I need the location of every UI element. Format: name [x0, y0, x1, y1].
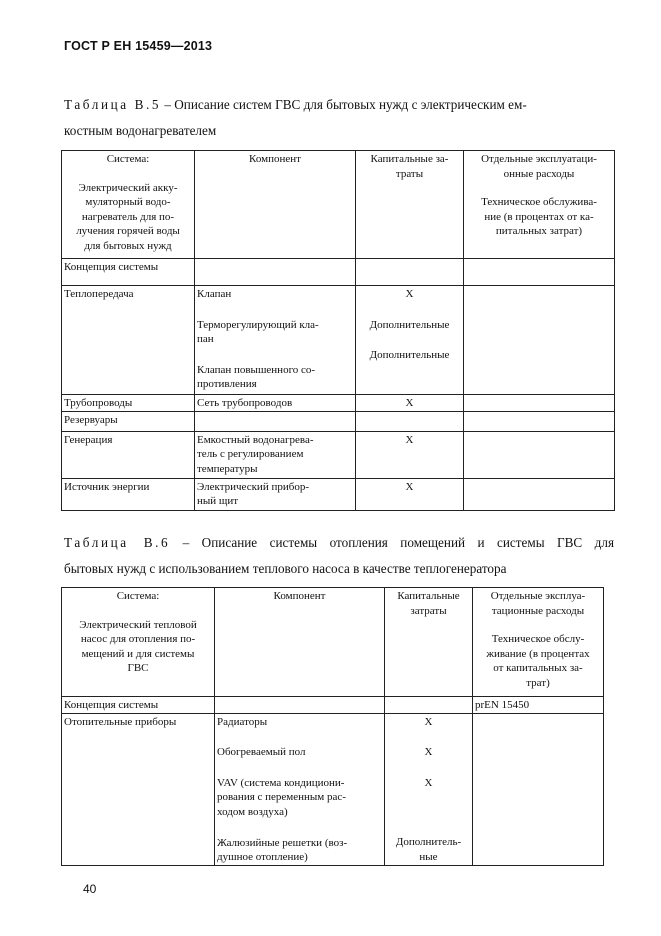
header-component-cell: Компонент — [195, 151, 356, 259]
table-row — [62, 411, 615, 431]
cell-panel: Электрический прибор- ный щит — [195, 478, 356, 510]
cell-gen-component: Емкостный водонагрева- тель с регулированием температуры — [195, 431, 356, 478]
header-operating-cell: Отдельные эксплуатаци- онные расходы Техническое обслужива- ние (в процентах от ка- питальных затрат) — [464, 151, 615, 259]
cell-heat-components: Клапан Терморегулирующий кла- пан Клапан повышенного со- противления — [195, 286, 356, 395]
table-row — [62, 395, 615, 412]
table-b6-caption — [64, 530, 614, 582]
page-number: 40 — [83, 882, 97, 896]
table-row — [62, 588, 604, 697]
cell-pipe-net: Сеть трубопроводов — [195, 395, 356, 412]
cell-pipes: Трубопроводы — [62, 395, 195, 412]
table-row — [62, 259, 615, 286]
cell-concept-op: prEN 15450 — [473, 697, 604, 714]
cell-heaters: Отопительные приборы — [62, 713, 215, 865]
cell-heater-components: Радиаторы Обогреваемый пол VAV (система кондициони- рования с переменным рас- ходом воздуха) Жалюзийные решетки (воз- душное отопление) — [215, 713, 385, 865]
table-b5 — [61, 150, 615, 511]
table-b6-caption-line2: бытовых нужд с использованием теплового насоса в качестве теплогенератора — [64, 561, 507, 576]
header-capital-cell: Капитальные за- траты — [356, 151, 464, 259]
header-capital-cell: Капитальные затраты — [385, 588, 473, 697]
table-row — [62, 286, 615, 395]
cell-tanks: Резервуары — [62, 411, 195, 431]
table-b5-label: Таблица В.5 — [64, 97, 162, 112]
table-b6-caption-line1: – Описание системы отопления помещений и системы ГВС для — [170, 535, 615, 550]
cell-concept: Концепция системы — [62, 259, 195, 286]
cell-pipe-mark: X — [356, 395, 464, 412]
table-row — [62, 431, 615, 478]
cell-generation: Генерация — [62, 431, 195, 478]
cell-energy: Источник энергии — [62, 478, 195, 510]
table-b6-label: Таблица В.6 — [64, 535, 171, 550]
table-b5-caption-line2: костным водонагревателем — [64, 123, 217, 138]
header-system-cell: Система: Электрический тепловой насос для отопления по- мещений и для системы ГВС — [62, 588, 215, 697]
table-b5-caption — [64, 92, 610, 144]
document-header: ГОСТ Р ЕН 15459—2013 — [64, 39, 213, 53]
cell-panel-mark: X — [356, 478, 464, 510]
table-row — [62, 151, 615, 259]
table-row — [62, 713, 604, 865]
header-system-cell: Система: Электрический акку- муляторный водо- нагреватель для по- лучения горячей воды для бытовых нужд — [62, 151, 195, 259]
cell-gen-mark: X — [356, 431, 464, 478]
cell-heat-transfer: Теплопередача — [62, 286, 195, 395]
table-b6 — [61, 587, 604, 866]
header-component-cell: Компонент — [215, 588, 385, 697]
header-operating-cell: Отдельные эксплуа- тационные расходы Техническое обслу- живание (в процентах от капитальных за- трат) — [473, 588, 604, 697]
cell-concept: Концепция системы — [62, 697, 215, 714]
cell-heater-capital: X X X Дополнитель- ные — [385, 713, 473, 865]
table-b5-caption-line1: – Описание систем ГВС для бытовых нужд с электрическим ем- — [161, 97, 527, 112]
table-row — [62, 478, 615, 510]
cell-heat-capital: X Дополнительные Дополнительные — [356, 286, 464, 395]
table-row — [62, 697, 604, 714]
